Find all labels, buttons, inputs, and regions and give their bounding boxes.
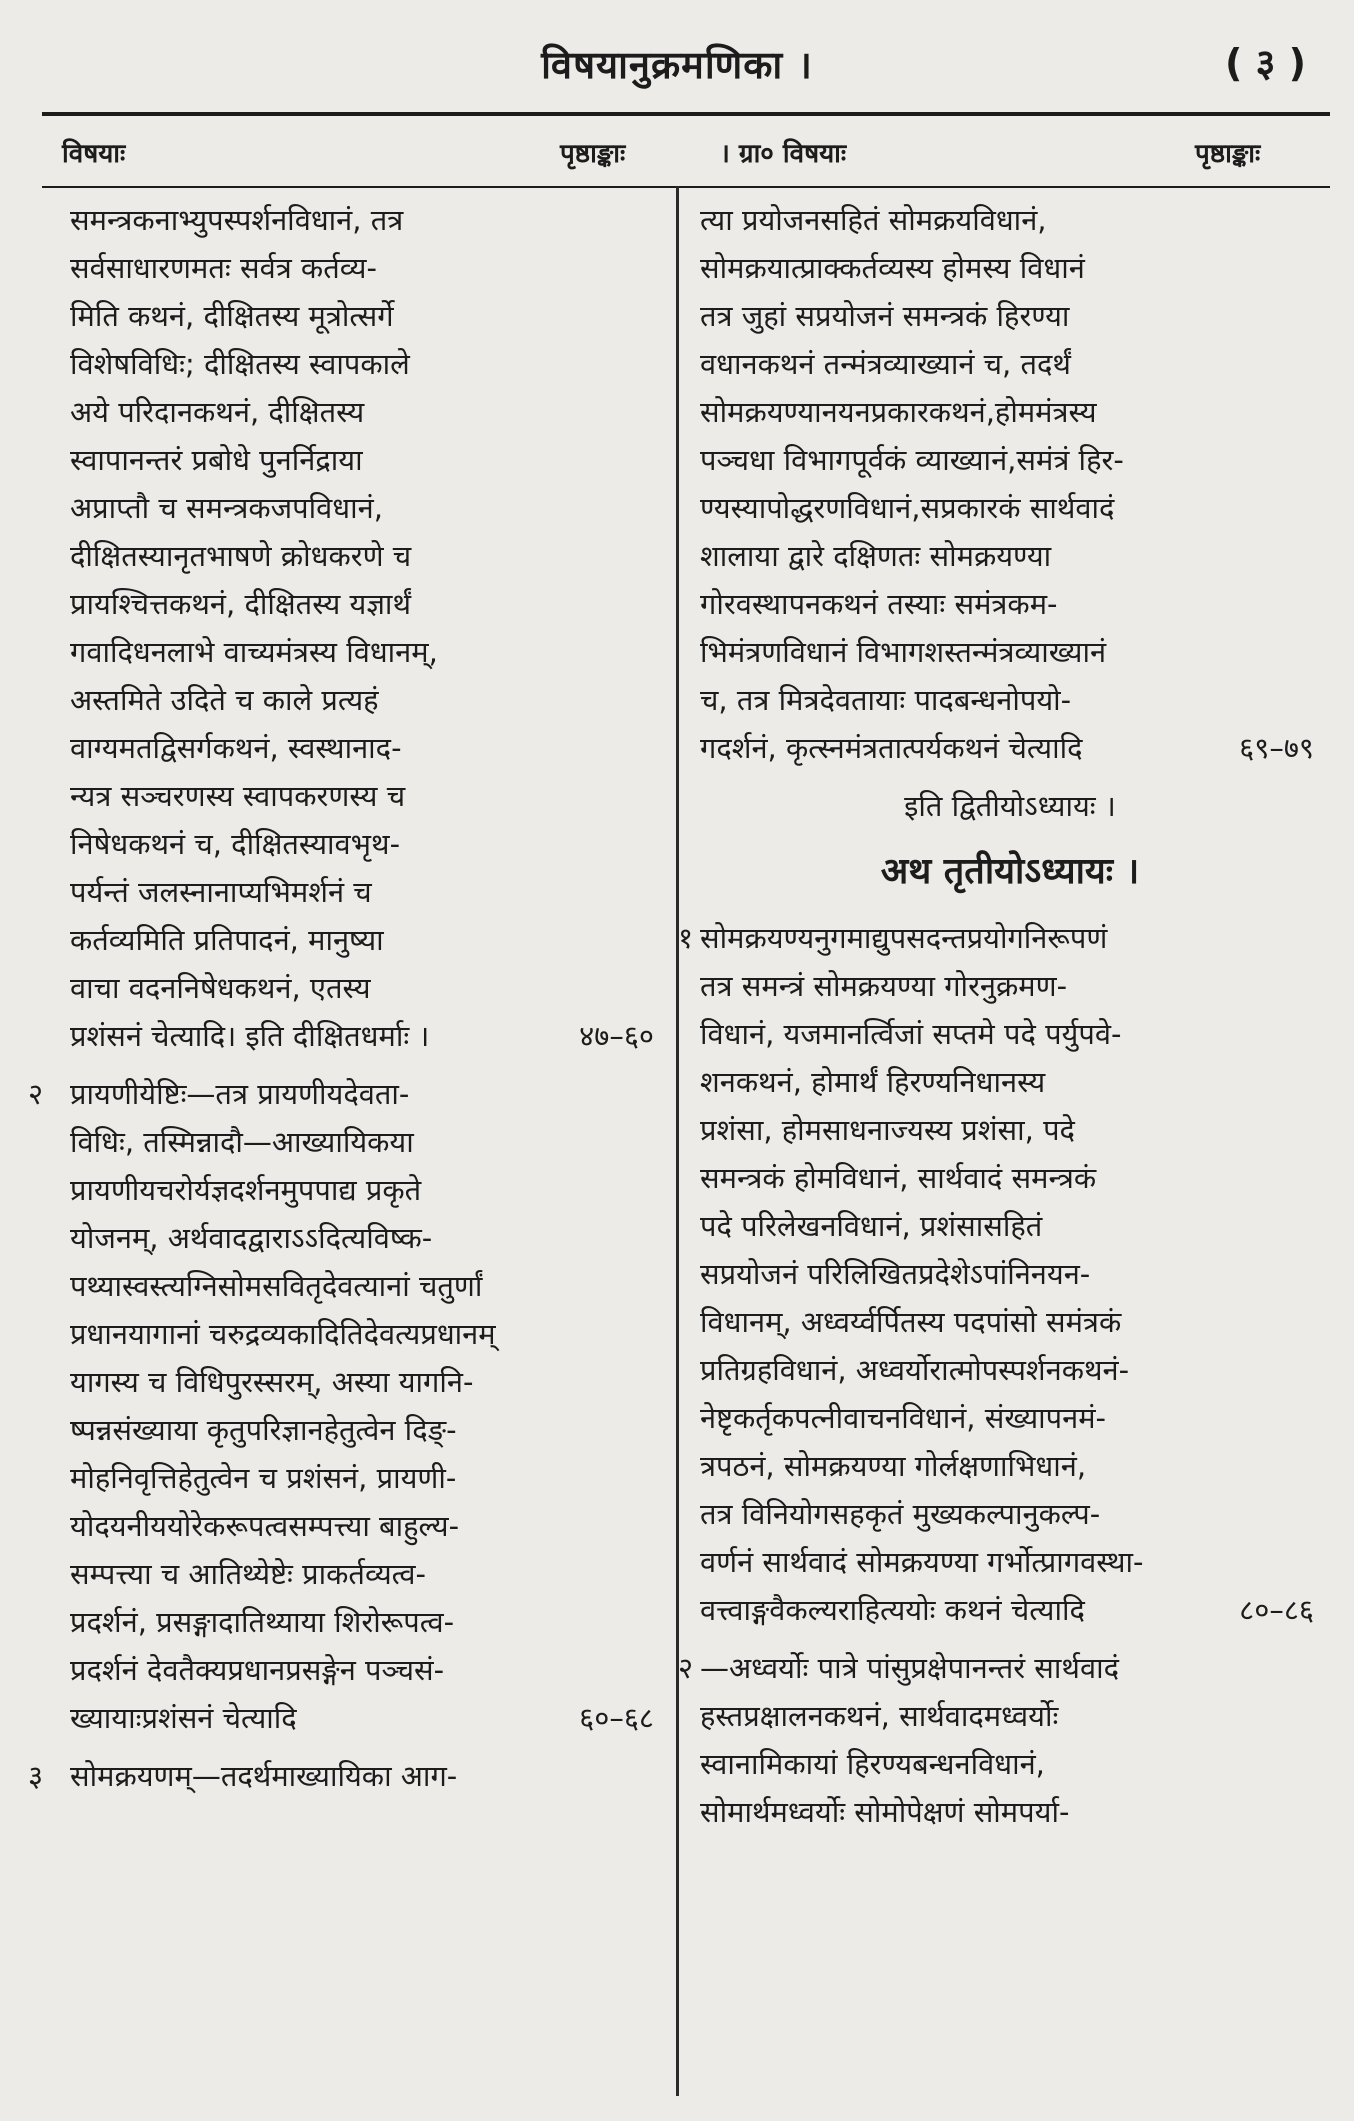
toc-line: पर्यन्तं जलस्नानाप्यभिमर्शनं च [70,875,372,909]
entry-number: २ [678,1651,694,1685]
page-number: ( ३ ) [1225,41,1306,85]
toc-line-final [700,1586,1320,1634]
toc-line-final [700,724,1320,772]
toc-line: सोमक्रयण्यानयनप्रकारकथनं,होममंत्रस्य [700,395,1097,429]
toc-line: वाग्यमतद्विसर्गकथनं, स्वस्थानाद- [70,731,402,765]
toc-line: नेष्टृकर्तृकपत्नीवाचनविधानं, संख्यापनमं- [700,1401,1107,1435]
toc-line: अप्राप्तौ च समन्त्रकजपविधानं, [70,491,383,525]
toc-line: दीक्षितस्यानृतभाषणे क्रोधकरणे च [70,539,412,573]
toc-line: पदे परिलेखनविधानं, प्रशंसासहितं [700,1209,1043,1243]
toc-line: विशेषविधिः; दीक्षितस्य स्वापकाले [70,347,410,381]
entry-number: १ [678,921,694,955]
page-range: ८०–८६ [1239,1593,1314,1627]
entry-number: ३ [28,1759,44,1793]
toc-line: वाचा वदननिषेधकथनं, एतस्य [70,971,371,1005]
page-range: ६०–६८ [579,1701,654,1735]
toc-line: प्रायश्चित्तकथनं, दीक्षितस्य यज्ञार्थं [70,587,411,621]
toc-line: प्रायणीयेष्टिः—तत्र प्रायणीयदेवता- [70,1077,410,1111]
toc-line: वर्णनं सार्थवादं सोमक्रयण्या गर्भोत्प्रागवस्था- [700,1545,1144,1579]
toc-line: न्यत्र सञ्चरणस्य स्वापकरणस्य च [70,779,406,813]
toc-line-text: गदर्शनं, कृत्स्नमंत्रतात्पर्यकथनं चेत्यादि [700,731,1083,765]
toc-line: तत्र समन्त्रं सोमक्रयण्या गोरनुक्रमण- [700,969,1068,1003]
toc-line: गोरवस्थापनकथनं तस्याः समंत्रकम- [700,587,1058,621]
toc-line-text: वत्त्वाङ्गवैकल्यराहित्ययोः कथनं चेत्यादि [700,1593,1085,1627]
toc-line: पञ्चधा विभागपूर्वकं व्याख्यानं,समंत्रं हिर- [700,443,1124,477]
toc-line: कर्तव्यमिति प्रतिपादनं, मानुष्या [70,923,384,957]
header-rule [42,186,1330,188]
entry-number: २ [28,1077,44,1111]
toc-line: विधानं, यजमानर्त्विजां सप्तमे पदे पर्युपवे- [700,1017,1122,1051]
toc-line: सोमक्रयणम्—तदर्थमाख्यायिका आग- [70,1759,458,1793]
toc-line: प्रशंसा, होमसाधनाज्यस्य प्रशंसा, पदे [700,1113,1075,1147]
toc-entry [678,914,1320,1634]
top-rule [42,112,1330,116]
toc-line-final [70,1694,660,1742]
toc-line: हस्तप्रक्षालनकथनं, सार्थवादमध्वर्योः [700,1699,1059,1733]
toc-line: शनकथनं, होमार्थं हिरण्यनिधानस्य [700,1065,1046,1099]
col-header-pages-left: पृष्ठाङ्काः [560,139,626,169]
col-header-pages-right: पृष्ठाङ्काः [1195,139,1261,169]
toc-line: योदयनीययोरेकरूपत्वसम्पत्त्या बाहुल्य- [70,1509,460,1543]
toc-line: पथ्यास्वस्त्यग्निसोमसवितृदेवत्यानां चतुर्णां [70,1269,483,1303]
toc-line: तत्र विनियोगसहकृतं मुख्यकल्पानुकल्प- [700,1497,1101,1531]
right-column [678,196,1320,1846]
toc-line-final [70,1012,660,1060]
toc-line: ष्पन्नसंख्याया कृतुपरिज्ञानहेतुत्वेन दिङ्- [70,1413,457,1447]
toc-line: वधानकथनं तन्मंत्रव्याख्यानं च, तदर्थं [700,347,1071,381]
col-header-topics-left: विषयाः [62,139,126,169]
toc-entry [678,1644,1320,1836]
toc-line: विधिः, तस्मिन्नादौ—आख्यायिकया [70,1125,414,1159]
toc-line: सोमक्रयण्यनुगमाद्युपसदन्तप्रयोगनिरूपणं [700,921,1108,955]
toc-line: प्रधानयागानां चरुद्रव्यकादितिदेवत्यप्रधानम् [70,1317,496,1351]
toc-line: मोहनिवृत्तिहेतुत्वेन च प्रशंसनं, प्रायणी- [70,1461,457,1495]
toc-line: त्या प्रयोजनसहितं सोमक्रयविधानं, [700,203,1047,237]
toc-line: अये परिदानकथनं, दीक्षितस्य [70,395,365,429]
toc-entry [28,1070,660,1742]
col-header-topics-right: । ग्रा० विषयाः [720,139,847,169]
toc-line: प्रायणीयचरोर्यज्ञदर्शनमुपपाद्य प्रकृते [70,1173,422,1207]
toc-line-text: प्रशंसनं चेत्यादि। इति दीक्षितधर्माः । [70,1019,430,1053]
toc-line: निषेधकथनं च, दीक्षितस्यावभृथ- [70,827,401,861]
toc-line: भिमंत्रणविधानं विभागशस्तन्मंत्रव्याख्यानं [700,635,1107,669]
toc-line: योजनम्, अर्थवादद्वाराऽऽदित्यविष्क- [70,1221,433,1255]
toc-line: सप्रयोजनं परिलिखितप्रदेशेऽपांनिनयन- [700,1257,1091,1291]
toc-line: तत्र जुहां सप्रयोजनं समन्त्रकं हिरण्या [700,299,1070,333]
toc-line: सर्वसाधारणमतः सर्वत्र कर्तव्य- [70,251,377,285]
page-range: ६९–७९ [1239,731,1314,765]
toc-line: गवादिधनलाभे वाच्यमंत्रस्य विधानम्, [70,635,438,669]
toc-line: समन्त्रकनाभ्युपस्पर्शनविधानं, तत्र [70,203,404,237]
toc-line-text: ख्यायाःप्रशंसनं चेत्यादि [70,1701,297,1735]
toc-entry [70,196,660,1060]
toc-line: प्रदर्शनं देवतैक्यप्रधानप्रसङ्गेन पञ्चसं- [70,1653,445,1687]
toc-line: यागस्य च विधिपुरस्सरम्, अस्या यागनि- [70,1365,474,1399]
page-range: ४७–६० [579,1019,654,1053]
toc-entry [700,196,1320,772]
chapter-end-note: इति द्वितीयोऽध्यायः । [904,789,1116,823]
toc-line: सोमार्थमध्वर्योः सोमोपेक्षणं सोमपर्या- [700,1795,1070,1829]
chapter-heading: अथ तृतीयोऽध्यायः । [880,851,1140,892]
page-title: विषयानुक्रमणिका । [541,43,813,87]
toc-line: प्रदर्शनं, प्रसङ्गादातिथ्याया शिरोरूपत्व- [70,1605,455,1639]
left-column [28,196,660,1810]
toc-line: शालाया द्वारे दक्षिणतः सोमक्रयण्या [700,539,1052,573]
toc-entry [28,1752,660,1800]
toc-line: —अध्वर्योः पात्रे पांसुप्रक्षेपानन्तरं सार्थवादं [700,1651,1119,1685]
toc-line: अस्तमिते उदिते च काले प्रत्यहं [70,683,379,717]
toc-line: स्वानामिकायां हिरण्यबन्धनविधानं, [700,1747,1045,1781]
toc-line: त्रपठनं, सोमक्रयण्या गोर्लक्षणाभिधानं, [700,1449,1087,1483]
toc-line: सम्पत्त्या च आतिथ्येष्टेः प्राकर्तव्यत्व- [70,1557,426,1591]
toc-line: च, तत्र मित्रदेवतायाः पादबन्धनोपयो- [700,683,1072,717]
toc-line: स्वापानन्तरं प्रबोधे पुनर्निद्राया [70,443,363,477]
toc-line: मिति कथनं, दीक्षितस्य मूत्रोत्सर्गे [70,299,394,333]
toc-line: समन्त्रकं होमविधानं, सार्थवादं समन्त्रकं [700,1161,1097,1195]
toc-line: ण्यस्यापोद्धरणविधानं,सप्रकारकं सार्थवादं [700,491,1115,525]
toc-line: सोमक्रयात्प्राक्कर्तव्यस्य होमस्य विधानं [700,251,1085,285]
toc-line: विधानम्, अध्वर्य्वर्पितस्य पदपांसो समंत्रकं [700,1305,1122,1339]
toc-line: प्रतिग्रहविधानं, अध्वर्योरात्मोपस्पर्शनकथनं- [700,1353,1130,1387]
column-divider [676,186,679,2096]
